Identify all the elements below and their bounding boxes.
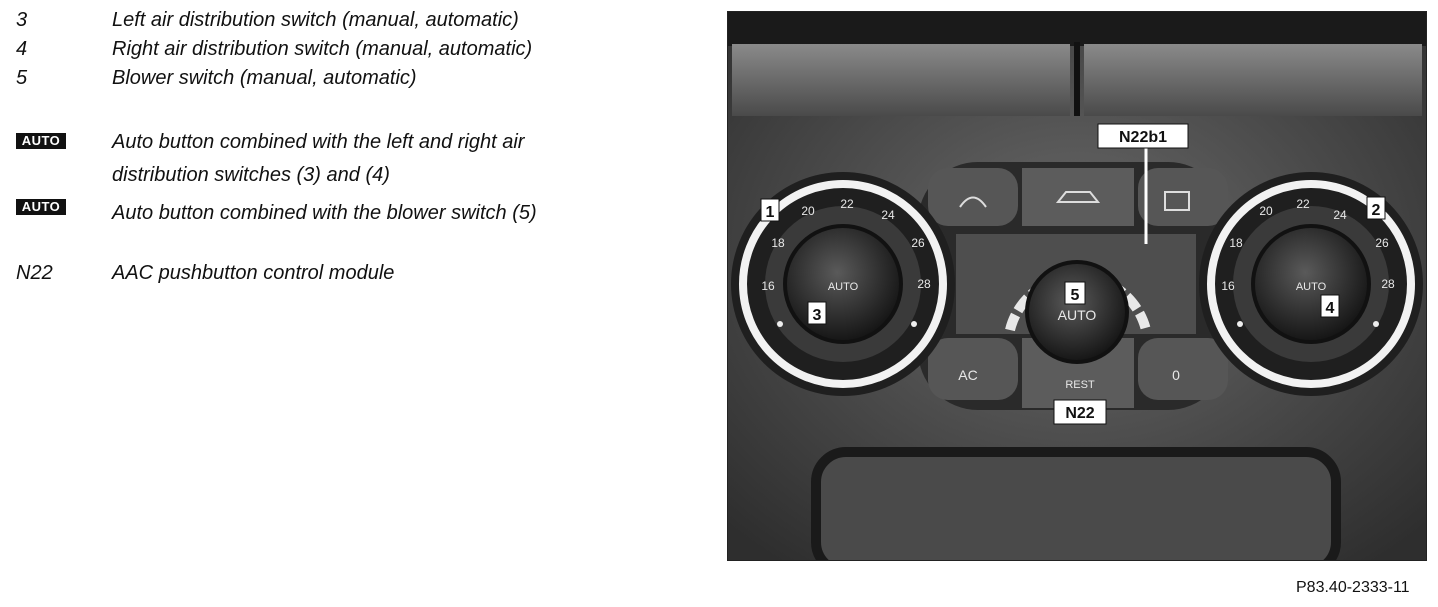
legend-key: N22 (16, 262, 53, 284)
legend-key: 3 (16, 9, 28, 31)
legend-text: Auto button combined with the blower switch (5) (112, 202, 537, 224)
control-panel-photo (727, 11, 1427, 561)
right-vent (1084, 44, 1422, 116)
callout-3: 3 (812, 307, 822, 324)
right-tick-label: 16 (1221, 279, 1235, 293)
callout-4: 4 (1325, 300, 1335, 317)
dial-indicator-dot (1373, 321, 1379, 327)
dial-indicator-dot (1237, 321, 1243, 327)
legend-text: distribution switches (3) and (4) (112, 164, 390, 186)
auto-badge: AUTO (16, 133, 66, 149)
blower-auto-text: AUTO (1057, 307, 1097, 323)
left-tick-label: 16 (761, 279, 775, 293)
dial-indicator-dot (777, 321, 783, 327)
rest-label: REST (1065, 379, 1095, 391)
top-dash-edge (728, 12, 1426, 46)
dial-indicator-dot (911, 321, 917, 327)
left-vent (732, 44, 1070, 116)
right-tick-label: 20 (1259, 204, 1273, 218)
figure-reference: P83.40-2333-11 (1296, 579, 1410, 596)
storage-recess (816, 452, 1336, 560)
left-tick-label: 20 (801, 204, 815, 218)
left-tick-label: 26 (911, 236, 925, 250)
auto-badge: AUTO (16, 199, 66, 215)
zero-button[interactable] (1138, 338, 1228, 400)
right-tick-label: 18 (1229, 236, 1243, 250)
ac-label: AC (958, 367, 978, 383)
legend-key: 5 (16, 67, 28, 89)
recirc-button[interactable] (1022, 168, 1134, 226)
callout-1: 1 (765, 204, 775, 221)
right-tick-label: 22 (1296, 197, 1310, 211)
control-panel-illustration (728, 12, 1426, 560)
legend-text: Left air distribution switch (manual, automatic) (112, 9, 519, 31)
legend-key: 4 (16, 38, 28, 60)
legend-text: Blower switch (manual, automatic) (112, 67, 417, 89)
left-tick-label: 24 (881, 208, 895, 222)
legend-text: Right air distribution switch (manual, automatic) (112, 38, 533, 60)
left-tick-label: 28 (917, 277, 931, 291)
right-tick-label: 28 (1381, 277, 1395, 291)
callout-n22b1: N22b1 (1118, 129, 1168, 146)
left-dial-auto-text: AUTO (827, 281, 859, 293)
callout-5: 5 (1070, 287, 1080, 304)
legend-text: AAC pushbutton control module (112, 262, 395, 284)
legend-text: Auto button combined with the left and right air (112, 131, 525, 153)
right-tick-label: 26 (1375, 236, 1389, 250)
right-tick-label: 24 (1333, 208, 1347, 222)
callout-2: 2 (1371, 202, 1381, 219)
zero-label: 0 (1172, 367, 1180, 383)
left-tick-label: 18 (771, 236, 785, 250)
right-dial-auto-text: AUTO (1295, 281, 1327, 293)
callout-n22: N22 (1065, 405, 1095, 422)
rear-defrost-button[interactable] (1138, 168, 1228, 226)
left-tick-label: 22 (840, 197, 854, 211)
